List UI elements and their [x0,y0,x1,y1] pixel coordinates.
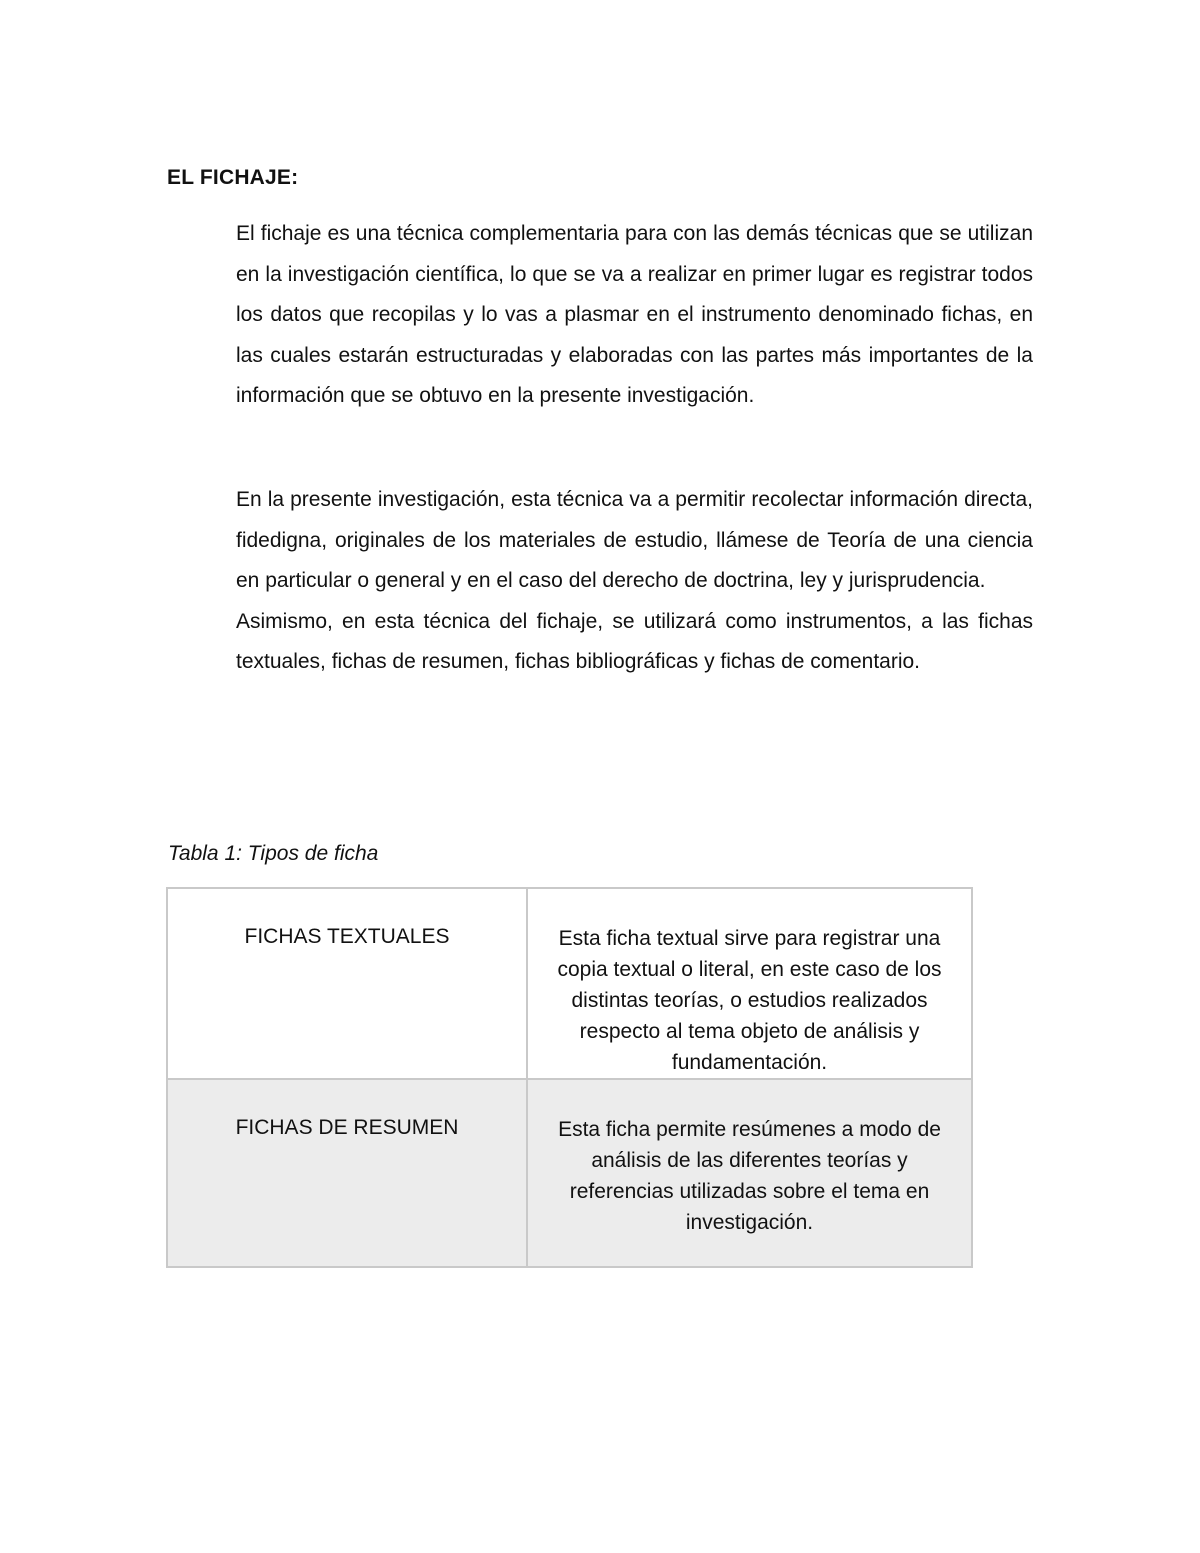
table-row [167,888,972,1079]
paragraph: El fichaje es una técnica complementaria para con las demás técnicas que se utilizan en la investigación científica, lo que se va a realizar en primer lugar es registrar todos los datos que recopilas y lo vas a plasmar en el instrumento denominado fichas, en las cuales estarán estructuradas y elaboradas con las partes más importantes de la información que se obtuvo en la presente investigación. [236,222,1033,408]
section-heading: EL FICHAJE: [167,166,299,189]
ficha-description: Esta ficha textual sirve para registrar una copia textual o literal, en este caso de los distintas teorías, o estudios realizados respecto al tema objeto de análisis y fundamentación. [557,927,942,1074]
table-cell-type [167,888,527,1079]
ficha-type-label: FICHAS DE RESUMEN [235,1116,459,1139]
ficha-type-label: FICHAS TEXTUALES [244,925,450,948]
table-caption: Tabla 1: Tipos de ficha [168,842,379,865]
body-text-block-2 [236,480,1033,683]
table-cell-description [527,1079,972,1267]
body-text-block-1 [236,214,1033,417]
paragraph: En la presente investigación, esta técnica va a permitir recolectar información directa, fidedigna, originales de los materiales de estudio, llámese de Teoría de una ciencia en particular o general y en el caso del derecho de doctrina, ley y jurisprudencia. [236,488,1033,593]
table-row [167,1079,972,1267]
ficha-description: Esta ficha permite resúmenes a modo de análisis de las diferentes teorías y referencias utilizadas sobre el tema en investigación. [558,1118,941,1234]
paragraph: Asimismo, en esta técnica del fichaje, se utilizará como instrumentos, a las fichas textuales, fichas de resumen, fichas bibliográficas y fichas de comentario. [236,609,1033,674]
table-cell-type [167,1079,527,1267]
fichas-table [166,887,973,1268]
table-cell-description [527,888,972,1079]
